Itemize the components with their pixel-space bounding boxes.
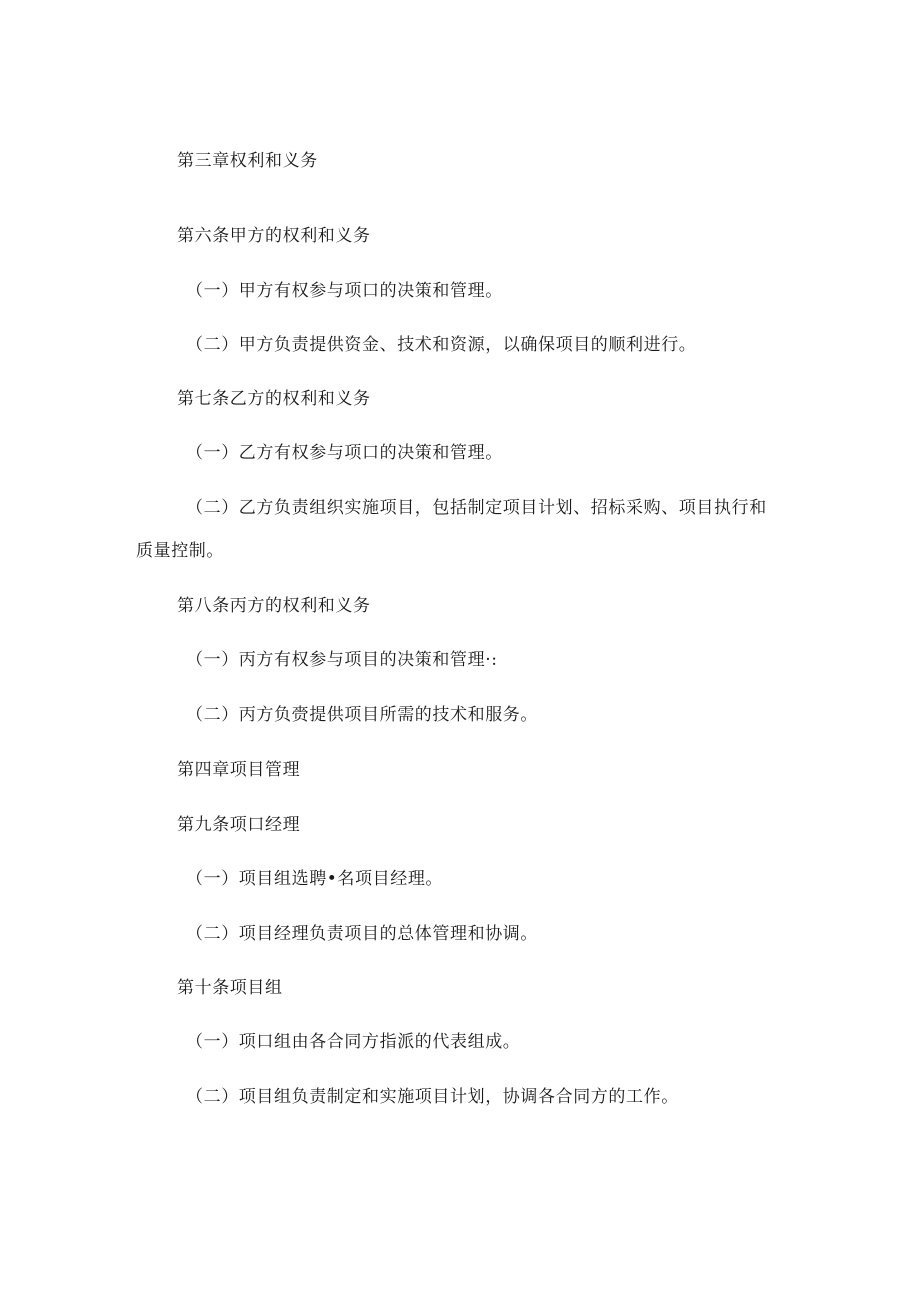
- article-6-heading: 第六条甲方的权利和义务: [177, 226, 371, 246]
- article-7-clause-2: （二）乙方负责组织实施项目，包括制定项目计划、招标采购、项目执行和: [186, 498, 767, 518]
- article-9-heading: 第九条项口经理: [177, 815, 301, 835]
- article-6-clause-2: （二）甲方负责提供资金、技术和资源，以确保项目的顺利进行。: [186, 335, 697, 355]
- article-8-clause-2: （二）丙方负赍提供项目所需的技术和服务。: [186, 705, 538, 725]
- article-7-clause-1: （一）乙方有权参与项口的决策和管理。: [186, 443, 503, 463]
- chapter-3-heading: 第三章权利和义务: [177, 151, 318, 171]
- article-10-clause-2: （二）项目组负责制定和实施项目计划，协调各合同方的工作。: [186, 1087, 679, 1107]
- chapter-4-heading: 第四章项目管理: [177, 760, 301, 780]
- article-7-heading: 第七条乙方的权利和义务: [177, 389, 371, 409]
- article-8-clause-1: （一）丙方有权参与项目的决策和管理·:: [186, 650, 498, 670]
- article-8-heading: 第八条丙方的权利和义务: [177, 596, 371, 616]
- article-10-heading: 第十条项目组: [177, 978, 283, 998]
- article-7-clause-2-continuation: 质量控制。: [136, 541, 224, 561]
- article-9-clause-2: （二）项目经理负责项目的总体管理和协调。: [186, 924, 538, 944]
- article-9-clause-1: （一）项目组选聘•名项目经理。: [186, 869, 444, 889]
- article-6-clause-1: （一）甲方有权参与项口的决策和管理。: [186, 281, 503, 301]
- article-10-clause-1: （一）项口组由各合同方指派的代表组成。: [186, 1032, 521, 1052]
